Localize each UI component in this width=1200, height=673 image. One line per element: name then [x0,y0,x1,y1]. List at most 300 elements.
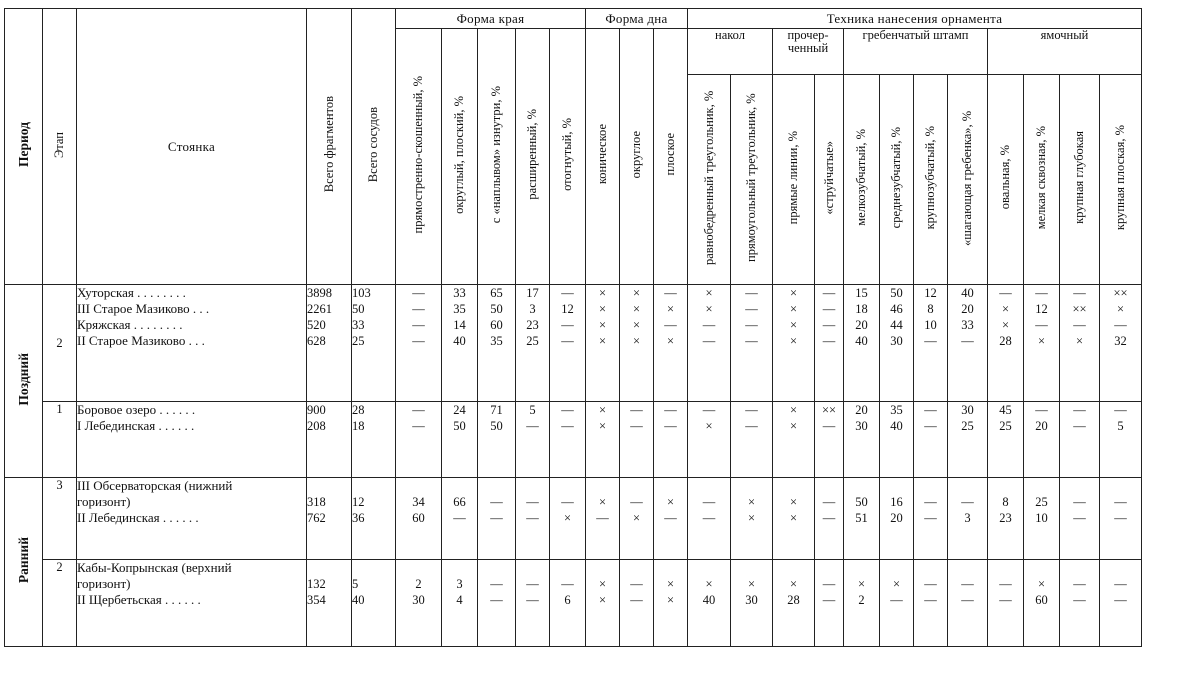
cell-value [731,478,772,494]
cell-value: 12 [924,286,937,300]
table-row [5,560,1142,647]
cell-value: × [705,286,713,300]
cell-value: 35 [890,403,903,417]
cell-value: 60 [490,318,503,332]
data-cell-col-4 [516,478,550,560]
cell-value: 50 [490,419,503,433]
sites-cell [77,285,307,402]
cell-value: 33 [961,318,974,332]
cell-value: — [664,286,677,300]
data-cell-col-11 [773,285,815,402]
cell-value: — [745,334,758,348]
cell-value: 25 [1035,495,1048,509]
cell-value [442,560,477,576]
data-cell-col-18 [1024,478,1060,560]
cell-value: — [561,318,574,332]
cell-value [880,478,913,494]
cell-value: × [666,334,675,348]
cell-value: 20 [1035,419,1048,433]
header-col-19: крупная глубокая [1060,75,1100,285]
cell-value: — [1073,511,1086,525]
data-cell-col-6 [586,560,620,647]
cell-value: 2261 [307,302,332,316]
data-cell-col-1 [396,478,442,560]
data-cell-col-8 [654,285,688,402]
cell-value [844,560,879,576]
cell-value: — [745,403,758,417]
cell-value: 65 [490,286,503,300]
cell-value: × [666,577,675,591]
cell-value: 33 [352,318,365,332]
cell-value: — [1073,495,1086,509]
cell-value: — [924,419,937,433]
cell-value [731,560,772,576]
data-cell-col-16 [948,478,988,560]
data-cell-col-20 [1100,560,1142,647]
cell-value: — [561,577,574,591]
site-name: горизонт) [77,576,131,591]
cell-value: — [1035,286,1048,300]
cell-value: — [630,593,643,607]
data-cell-col-7 [620,478,654,560]
cell-value: — [526,511,539,525]
site-name: II Лебединская . . . . . . [77,510,199,525]
cell-value: × [598,334,607,348]
cell-value [948,560,987,576]
data-cell-col-7 [620,402,654,478]
cell-value [773,478,814,494]
header-col-8: плоское [654,29,688,285]
data-cell-col-12 [815,402,844,478]
cell-value: — [596,511,609,525]
cell-value [815,560,843,576]
vessels-cell [352,560,396,647]
cell-value: × [666,495,675,509]
data-cell-col-14 [880,478,914,560]
data-cell-col-16 [948,402,988,478]
data-cell-col-13 [844,402,880,478]
cell-value: — [702,403,716,417]
cell-value [620,560,653,576]
cell-value: 5 [529,403,536,417]
header-col-11: прямые линии, % [773,75,815,285]
cell-value: 25 [526,334,539,348]
cell-value: — [822,318,836,332]
site-name: III Обсерваторская (нижний [77,478,233,493]
data-cell-col-3 [478,478,516,560]
cell-value: 2 [858,593,865,607]
cell-value [688,478,730,494]
cell-value: 28 [787,593,800,607]
data-cell-col-2 [442,402,478,478]
data-cell-col-10 [731,560,773,647]
cell-value [654,560,687,576]
data-cell-col-17 [988,478,1024,560]
cell-value: 3 [964,511,971,525]
cell-value: 15 [855,286,868,300]
cell-value: 3 [456,577,463,591]
data-cell-col-2 [442,478,478,560]
cell-value: — [526,593,539,607]
cell-value: — [490,511,503,525]
cell-value: 318 [307,495,326,509]
cell-value: 71 [490,403,503,417]
cell-value: × [598,577,607,591]
cell-value: 30 [745,593,758,607]
cell-value: 50 [453,419,466,433]
data-cell-col-15 [914,285,948,402]
cell-value: × [789,577,798,591]
header-col-9: равнобедренный треугольник, % [688,75,731,285]
data-cell-col-4 [516,402,550,478]
data-cell-col-14 [880,560,914,647]
header-col-14: среднезубчатый, % [880,75,914,285]
fragments-cell [307,560,352,647]
cell-value: 40 [961,286,974,300]
cell-value: — [561,495,574,509]
cell-value: × [598,302,607,316]
data-cell-col-1 [396,560,442,647]
cell-value: × [789,286,798,300]
cell-value: — [664,511,677,525]
data-cell-col-10 [731,402,773,478]
cell-value: 34 [412,495,425,509]
cell-value: — [630,403,643,417]
cell-value: — [1035,318,1048,332]
cell-value [478,560,515,576]
cell-value [620,478,653,494]
cell-value: — [822,286,836,300]
cell-value: 50 [490,302,503,316]
cell-value [442,478,477,494]
cell-value: 36 [352,511,365,525]
site-name: Кабы-Копрынская (верхний [77,560,232,575]
site-name: II Щербетьская . . . . . . [77,592,201,607]
data-cell-col-18 [1024,560,1060,647]
cell-value: 8 [927,302,934,316]
cell-value: × [789,334,798,348]
sites-cell [77,560,307,647]
data-cell-col-5 [550,478,586,560]
cell-value: 18 [352,419,365,433]
cell-value: — [630,577,643,591]
data-cell-col-18 [1024,285,1060,402]
data-cell-col-10 [731,478,773,560]
data-cell-col-15 [914,402,948,478]
cell-value: × [598,403,607,417]
header-col-17: овальная, % [988,75,1024,285]
cell-value: × [857,577,866,591]
cell-value: — [961,577,974,591]
cell-value: 28 [352,403,365,417]
cell-value: — [561,419,574,433]
cell-value [396,478,441,494]
cell-value: — [561,286,574,300]
cell-value [880,560,913,576]
cell-value: × [705,419,713,433]
header-col-7: округлое [620,29,654,285]
cell-value: 33 [453,286,466,300]
cell-value: 208 [307,419,326,433]
cell-value: — [822,419,836,433]
header-bottom-form: Форма дна [586,9,688,29]
cell-value: — [453,511,466,525]
data-cell-col-5 [550,285,586,402]
cell-value: — [1114,577,1127,591]
data-cell-col-4 [516,285,550,402]
cell-value: — [412,403,425,417]
cell-value: — [412,318,425,332]
data-cell-col-2 [442,560,478,647]
cell-value: 66 [453,495,466,509]
header-group-procherchennyi: прочер-ченный [773,29,844,75]
cell-value: 20 [855,403,868,417]
cell-value: — [1073,419,1086,433]
cell-value: 16 [890,495,903,509]
header-col-6: коническое [586,29,620,285]
cell-value: × [632,334,641,348]
cell-value: 23 [526,318,539,332]
cell-value: 40 [702,593,716,607]
cell-value: × [666,302,675,316]
site-name: Хуторская . . . . . . . . [77,285,186,300]
data-cell-col-14 [880,402,914,478]
cell-value: — [664,403,677,417]
header-col-18: мелкая сквозная, % [1024,75,1060,285]
cell-value: — [702,495,716,509]
cell-value: — [702,334,716,348]
cell-value: — [412,334,425,348]
cell-value: — [1114,593,1127,607]
cell-value: — [664,419,677,433]
vessels-cell [352,285,396,402]
cell-value: × [747,495,756,509]
cell-value: — [1073,403,1086,417]
cell-value: 50 [890,286,903,300]
cell-value: 12 [561,302,574,316]
cell-value: — [630,495,643,509]
ornament-table [4,8,1142,647]
cell-value: — [961,334,974,348]
data-cell-col-19 [1060,285,1100,402]
vessels-cell [352,402,396,478]
cell-value: 46 [890,302,903,316]
cell-value: 30 [890,334,903,348]
header-group-yamochnyi: ямочный [988,29,1142,75]
data-cell-col-6 [586,285,620,402]
cell-value: — [490,577,503,591]
cell-value: 40 [855,334,868,348]
cell-value: 35 [453,302,466,316]
cell-value: 900 [307,403,326,417]
cell-value: 2 [415,577,422,591]
cell-value: — [961,495,974,509]
header-rim-form: Форма края [396,9,586,29]
data-cell-col-13 [844,560,880,647]
header-total-vessels: Всего сосудов [352,9,396,285]
header-group-grebenchatyi: гребенчатый штамп [844,29,988,75]
cell-value: — [1035,403,1048,417]
cell-value: — [490,495,503,509]
cell-value: 3 [529,302,536,316]
cell-value: × [705,577,713,591]
data-cell-col-3 [478,402,516,478]
cell-value: — [1073,318,1086,332]
cell-value: × [1001,318,1010,332]
cell-value: — [561,403,574,417]
cell-value [988,560,1023,576]
cell-value: — [1073,593,1086,607]
cell-value: — [1073,286,1086,300]
header-period: Период [5,9,43,285]
cell-value [948,478,987,494]
cell-value: — [999,593,1012,607]
table-row [5,402,1142,478]
cell-value: × [598,318,607,332]
data-cell-col-3 [478,285,516,402]
cell-value: 10 [924,318,937,332]
cell-value: — [526,495,539,509]
cell-value: — [1114,318,1127,332]
cell-value: 628 [307,334,326,348]
header-col-4: расширенный, % [516,29,550,285]
cell-value: 40 [890,419,903,433]
cell-value: — [822,511,836,525]
cell-value [550,560,585,576]
fragments-cell [307,478,352,560]
data-cell-col-8 [654,478,688,560]
cell-value: 45 [999,403,1012,417]
cell-value: × [1075,334,1084,348]
cell-value: — [745,419,758,433]
cell-value: — [924,334,937,348]
data-cell-col-19 [1060,478,1100,560]
data-cell-col-16 [948,560,988,647]
header-col-12: «струйчатые» [815,75,844,285]
period-cell: Ранний [5,478,43,647]
cell-value [586,560,619,576]
site-name: I Лебединская . . . . . . [77,418,195,433]
cell-value: × [632,302,641,316]
stage-cell: 3 [43,478,77,560]
cell-value [352,560,395,576]
data-cell-col-8 [654,560,688,647]
cell-value: 32 [1114,334,1127,348]
data-cell-col-19 [1060,402,1100,478]
header-col-13: мелкозубчатый, % [844,75,880,285]
cell-value: 354 [307,593,326,607]
cell-value: 30 [412,593,425,607]
cell-value: — [526,419,539,433]
cell-value: 18 [855,302,868,316]
data-cell-col-17 [988,285,1024,402]
table-row [5,285,1142,402]
sites-cell [77,478,307,560]
cell-value: 23 [999,511,1012,525]
site-name: горизонт) [77,494,131,509]
cell-value [815,478,843,494]
cell-value: — [745,318,758,332]
header-site: Стоянка [77,9,307,285]
cell-value: 12 [1035,302,1048,316]
cell-value: × [789,495,798,509]
site-name: Боровое озеро . . . . . . [77,402,196,417]
cell-value: 50 [855,495,868,509]
cell-value: 60 [1035,593,1048,607]
data-cell-col-1 [396,285,442,402]
data-cell-col-12 [815,478,844,560]
cell-value: × [632,318,641,332]
data-cell-col-10 [731,285,773,402]
cell-value: × [1116,302,1125,316]
cell-value: 28 [999,334,1012,348]
cell-value [1024,478,1059,494]
cell-value: 40 [352,593,365,607]
cell-value: × [1001,302,1010,316]
header-stage: Этап [43,9,77,285]
cell-value: — [1073,577,1086,591]
data-cell-col-14 [880,285,914,402]
cell-value: 5 [352,577,359,591]
cell-value: — [412,419,425,433]
cell-value: — [745,286,758,300]
header-col-20: крупная плоская, % [1100,75,1142,285]
cell-value [516,560,549,576]
cell-value [1100,478,1141,494]
cell-value [586,478,619,494]
header-group-nakol: накол [688,29,773,75]
cell-value: 20 [961,302,974,316]
data-cell-col-5 [550,402,586,478]
cell-value: 5 [1117,419,1124,433]
cell-value [773,560,814,576]
cell-value: × [789,318,798,332]
cell-value [1100,560,1141,576]
data-cell-col-17 [988,402,1024,478]
cell-value: × [632,286,641,300]
site-name: II Старое Мазиково . . . [77,333,205,348]
cell-value: 20 [855,318,868,332]
data-cell-col-7 [620,560,654,647]
data-cell-col-16 [948,285,988,402]
cell-value: × [892,577,901,591]
cell-value [914,478,947,494]
cell-value: — [745,302,758,316]
cell-value: 4 [456,593,463,607]
cell-value: — [412,302,425,316]
cell-value: 60 [412,511,425,525]
cell-value: 132 [307,577,326,591]
cell-value: × [747,577,756,591]
data-cell-col-20 [1100,402,1142,478]
cell-value [307,560,351,576]
cell-value [307,478,351,494]
data-cell-col-17 [988,560,1024,647]
data-cell-col-15 [914,560,948,647]
data-cell-col-9 [688,478,731,560]
period-cell: Поздний [5,285,43,478]
header-col-16: «шагающая гребенка», % [948,75,988,285]
cell-value: × [1037,577,1046,591]
header-ornament-technique: Техника нанесения орнамента [688,9,1142,29]
cell-value: — [412,286,425,300]
data-cell-col-2 [442,285,478,402]
cell-value: — [961,593,974,607]
cell-value [352,478,395,494]
cell-value: 6 [564,593,571,607]
cell-value: × [789,419,798,433]
data-cell-col-11 [773,560,815,647]
